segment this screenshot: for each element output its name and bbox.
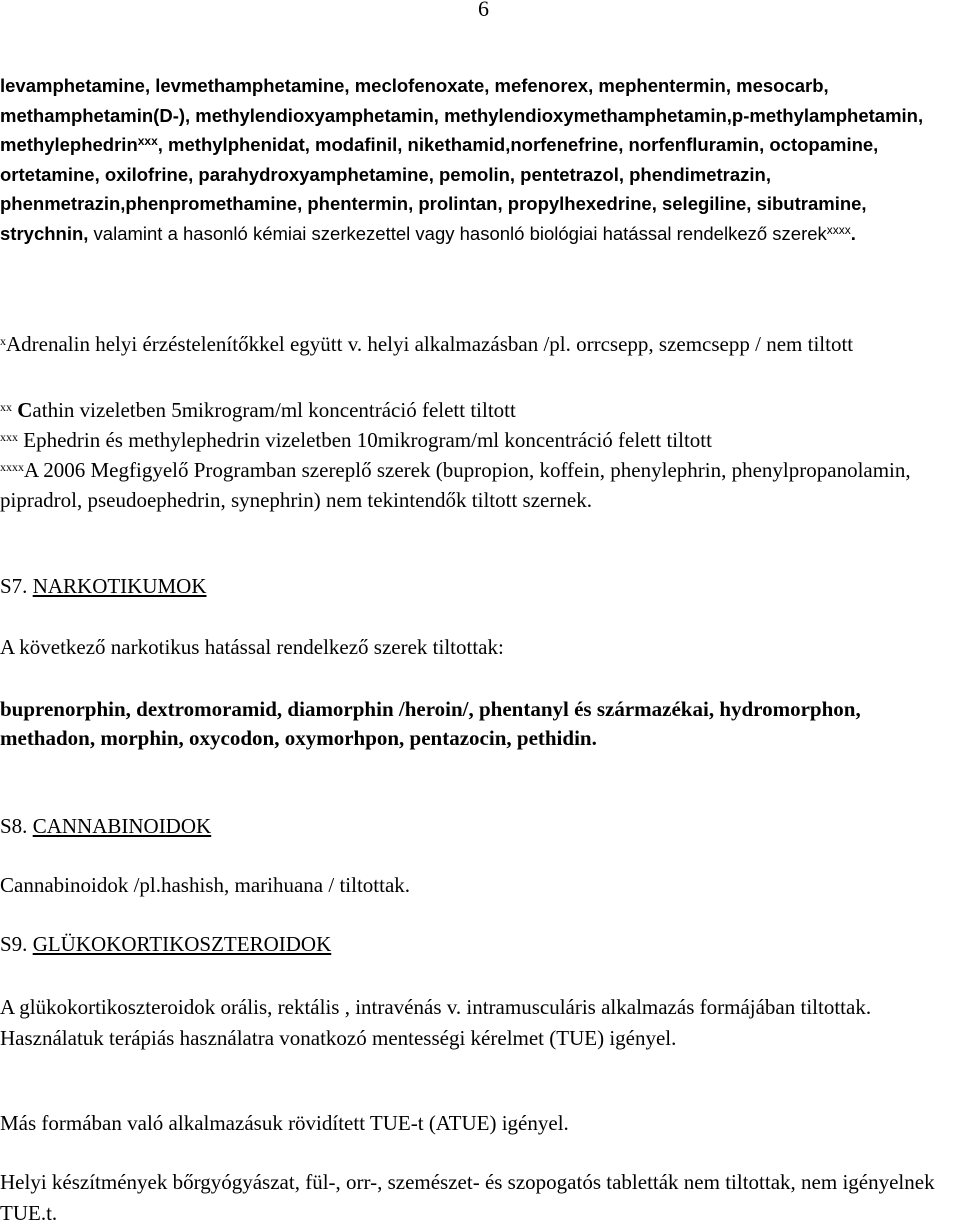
footnote-mark: xxxx	[0, 460, 24, 474]
page-number: 6	[478, 0, 489, 21]
footnote-xxxx	[0, 456, 955, 516]
s8-heading	[0, 814, 955, 839]
footnote-text: Ephedrin és methylephedrin vizeletben 10mikrogram/ml koncentráció felett tiltott	[18, 428, 712, 452]
section-title: NARKOTIKUMOK	[32, 574, 207, 598]
section-code: S9.	[0, 932, 33, 956]
s9-paragraph-1: A glükokortikoszteroidok orális, rektális , intravénás v. intramusculáris alkalmazás formájában tiltottak. Használatuk terápiás használatra vonatkozó mentességi kérelmet (TUE) igényel.	[0, 995, 872, 1050]
footnote-mark: xxx	[0, 430, 18, 444]
footnote-x	[0, 330, 955, 360]
footnote-xxx	[0, 426, 955, 456]
s9-heading	[0, 932, 955, 957]
section-title: CANNABINOIDOK	[32, 814, 212, 838]
s7-intro: A következő narkotikus hatással rendelkező szerek tiltottak:	[0, 635, 504, 659]
footnote-ref-xxxx: xxxx	[826, 222, 851, 237]
footnote-bold-lead: C	[17, 398, 33, 422]
footnote-xx	[0, 396, 955, 426]
s8-text: Cannabinoidok /pl.hashish, marihuana / tiltottak.	[0, 873, 411, 897]
footnote-text: A 2006 Megfigyelő Programban szereplő szerek (bupropion, koffein, phenylephrin, phenylpropanolamin, pipradrol, pseudoephedrin, synephrin) nem tekintendők tiltott szernek.	[0, 458, 911, 512]
s9-paragraph-3: Helyi készítmények bőrgyógyászat, fül-, orr-, szemészet- és szopogatós tabletták nem tiltottak, nem igényelnek TUE.t.	[0, 1170, 935, 1225]
s6-substance-list	[0, 71, 955, 249]
s7-substance-list: buprenorphin, dextromoramid, diamorphin /heroin/, phentanyl és származékai, hydromorphon, methadon, morphin, oxycodon, oxymorhpon, pentazocin, pethidin.	[0, 697, 861, 750]
section-title: GLÜKOKORTIKOSZTEROIDOK	[32, 932, 332, 956]
s9-paragraph-2: Más formában való alkalmazásuk rövidített TUE-t (ATUE) igényel.	[0, 1111, 569, 1135]
section-code: S7.	[0, 574, 33, 598]
substance-list-normal: valamint a hasonló kémiai szerkezettel vagy hasonló biológiai hatással rendelkező szerek	[88, 222, 827, 244]
section-code: S8.	[0, 814, 33, 838]
footnote-text: athin vizeletben 5mikrogram/ml koncentráció felett tiltott	[32, 398, 516, 422]
footnote-mark: xx	[0, 400, 12, 414]
substance-list-bold: levamphetamine, levmethamphetamine, meclofenoxate, mefenorex, mephentermin, mesocarb, methamphetamin(D-), methylendioxyamphetamin, methylendioxymethamphetamin,p-methylamphetamin, methylephedrin	[0, 75, 924, 156]
list-end: .	[850, 222, 856, 244]
s7-heading	[0, 574, 955, 599]
footnote-mark: x	[0, 334, 6, 348]
footnote-ref-xxx: xxx	[137, 134, 158, 149]
footnote-text: Adrenalin helyi érzéstelenítőkkel együtt v. helyi alkalmazásban /pl. orrcsepp, szemcsepp / nem tiltott	[6, 332, 854, 356]
substance-list-bold-cont: , methylphenidat, modafinil, nikethamid,norfenefrine, norfenfluramin, octopamine, ortetamine, oxilofrine, parahydroxyamphetamine, pemolin, pentetrazol, phendimetrazin, phenmetrazin,phenpromethamine, phentermin, prolintan, propylhexedrine, selegiline, sibutramine, strychnin,	[0, 134, 879, 244]
